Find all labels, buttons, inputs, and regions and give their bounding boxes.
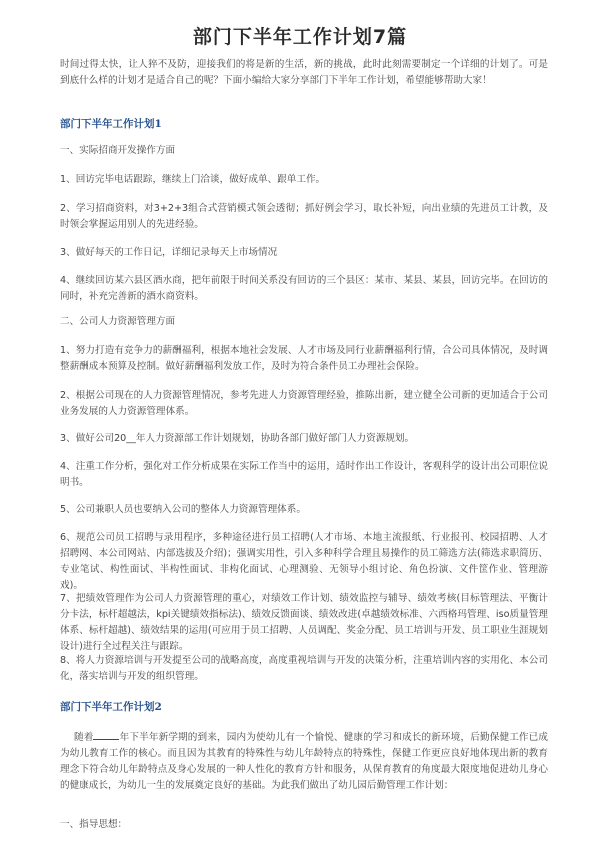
list-item: 4、继续回访某六县区酒水商，把年前限于时间关系没有回访的三个县区：某市、某县、某县，回访完毕。在回访的同时，补充完善新的酒水商资料。 xyxy=(60,275,548,302)
list-item: 1、回访完毕电话跟踪，继续上门洽谈，做好成单、跟单工作。 xyxy=(60,174,326,185)
list-item: 8、将人力资源培训与开发提至公司的战略高度，高度重视培训与开发的决策分析，注重培训内容的实用化、本公司化，落实培训与开发的组织管理。 xyxy=(60,655,548,682)
list-item: 6、规范公司员工招聘与录用程序，多种途径进行员工招聘(人才市场、本地主流报纸、行业报刊、校园招聘、人才招聘网、本公司网站、内部选拔及介绍)；强调实用性，引入多种科学合理且易操作的员工筛选方法(筛选求职简历、专业笔试、构性面试、半构性面试、非构化面试、心理测验、无领导小组讨论、角色扮演、文件筐作业、管理游戏)。 xyxy=(60,532,548,591)
section2-paragraph xyxy=(60,729,548,794)
list-item: 4、注重工作分析，强化对工作分析成果在实际工作当中的运用，适时作出工作设计，客观科学的设计出公司职位说明书。 xyxy=(60,461,548,488)
guide-title: 一、指导思想： xyxy=(60,819,128,830)
part-title-1: 一、实际招商开发操作方面 xyxy=(60,145,176,156)
para-prefix: 随着 xyxy=(74,732,94,743)
para-rest: 年下半年新学期的到来，园内为使幼儿有一个愉悦、健康的学习和成长的新环境，后勤保健工作已成为幼儿教育工作的核心。而且因为其教育的特殊性与幼儿年龄特点的特殊性，保健工作更应良好地体现出新的教育理念下符合幼儿年龄特点及身心发展的一种人性化的教育方针和服务，从保育教育的角度最大限度地促进幼儿身心的健康成长，为幼儿一生的发展奠定良好的基础。为此我们做出了幼儿园后勤管理工作计划： xyxy=(60,732,549,791)
list-item: 1、努力打造有竞争力的薪酬福利，根据本地社会发展、人才市场及同行业薪酬福利行情，合公司具体情况，及时调整薪酬成本预算及控制。做好薪酬福利发放工作，及时为符合条件员工办理社会保险。 xyxy=(60,345,548,372)
list-item: 2、根据公司现在的人力资源管理情况，参考先进人力资源管理经验，推陈出新，建立健全公司新的更加适合于公司业务发展的人力资源管理体系。 xyxy=(60,390,548,417)
list-item: 5、公司兼职人员也要纳入公司的整体人力资源管理体系。 xyxy=(60,504,306,515)
blank-year xyxy=(93,729,119,740)
page-title: 部门下半年工作计划7篇 xyxy=(192,26,408,48)
section-heading-2: 部门下半年工作计划2 xyxy=(60,701,162,713)
list-item: 3、做好每天的工作日记，详细记录每天上市场情况 xyxy=(60,247,278,258)
list-item: 7、把绩效管理作为公司人力资源管理的重心，对绩效工作计划、绩效监控与辅导、绩效考核(目标管理法、平衡计分卡法，标杆超越法，kpi关键绩效指标法)、绩效反馈面谈、绩效改进(卓越绩效标准、六西格玛管理、iso质量管理体系、标杆超越)、绩效结果的运用(可应用于员工招聘、人员调配、奖金分配、员工培训与开发、员工职业生涯规划设计)进行全过程关注与跟踪。 xyxy=(60,593,548,652)
section-heading-1: 部门下半年工作计划1 xyxy=(60,118,162,130)
intro-paragraph: 时间过得太快，让人猝不及防，迎接我们的将是新的生活，新的挑战，此时此刻需要制定一个详细的计划了。可是到底什么样的计划才是适合自己的呢？下面小编给大家分享部门下半年工作计划，希望能够帮助大家！ xyxy=(60,59,548,86)
list-item: 2、学习招商资料，对3+2+3组合式营销模式领会透彻；抓好例会学习，取长补短，向出业绩的先进员工计教，及时领会掌握运用别人的先进经验。 xyxy=(60,203,548,230)
part-title-2: 二、公司人力资源管理方面 xyxy=(60,316,176,327)
list-item: 3、做好公司20__年人力资源部工作计划规划，协助各部门做好部门人力资源规划。 xyxy=(60,433,415,444)
